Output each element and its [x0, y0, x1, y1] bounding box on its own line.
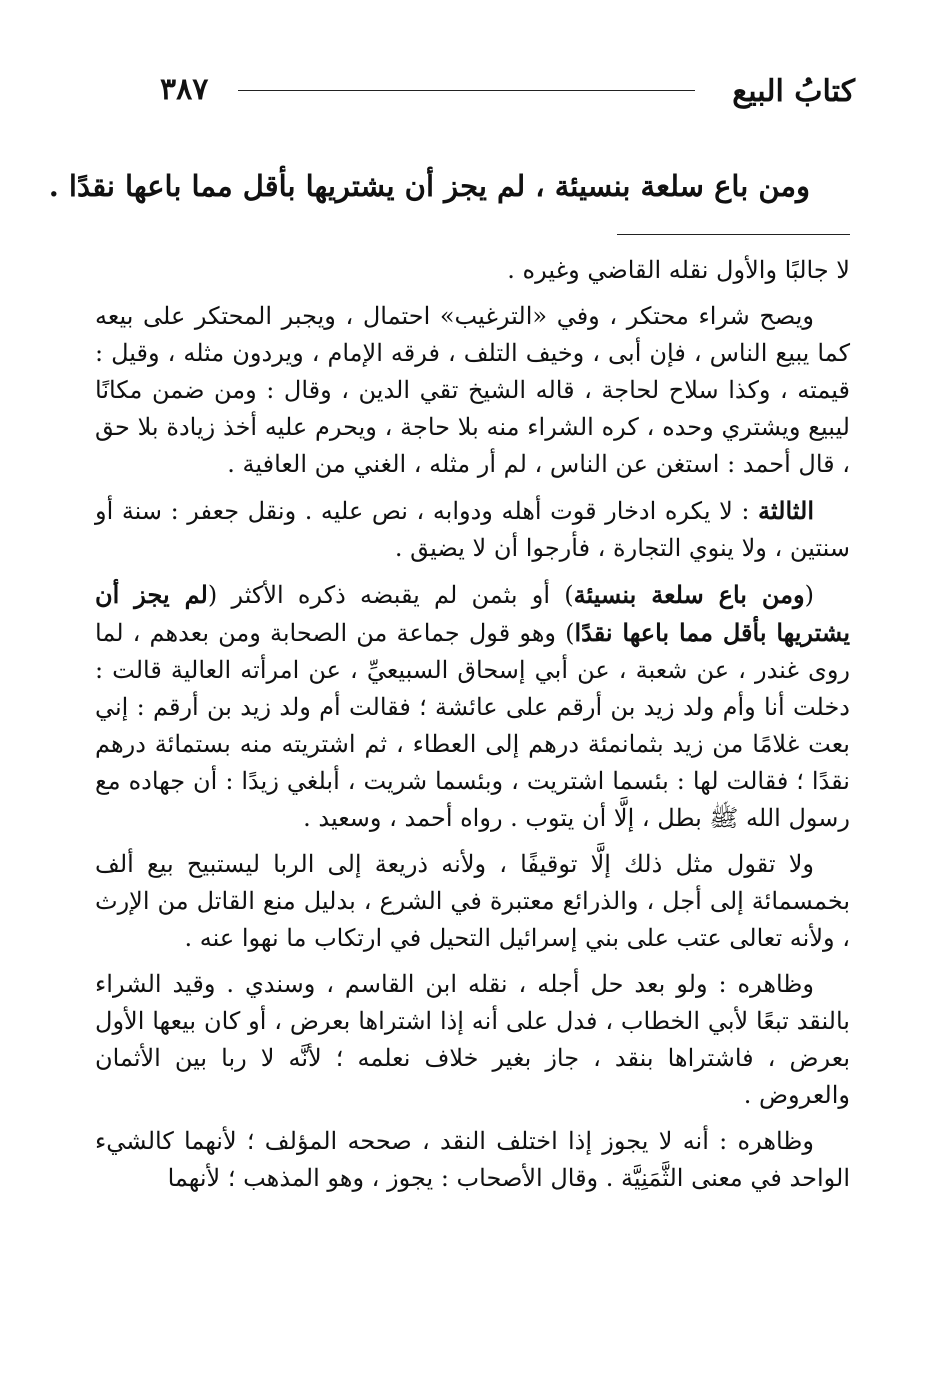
commentary-body: [95, 252, 850, 1206]
page-header: [160, 62, 855, 112]
paragraph-4: [95, 576, 850, 837]
main-text: ومن باع سلعة بنسيئة ، لم يجز أن يشتريها بأقل مما باعها نقدًا .: [48, 169, 810, 203]
paragraph-3: [95, 492, 850, 567]
paragraph-3-text: : لا يكره ادخار قوت أهله ودوابه ، نص عليه . ونقل جعفر : سنة أو سنتين ، ولا ينوي التجارة ، فأرجوا أن لا يضيق .: [95, 497, 850, 562]
paragraph-7: وظاهره : أنه لا يجوز إذا اختلف النقد ، صححه المؤلف ؛ لأنهما كالشيء الواحد في معنى الثَّمَنِيَّة . وقال الأصحاب : يجوز ، وهو المذهب ؛ لأنهما: [95, 1127, 850, 1192]
commentary-separator: [617, 234, 850, 235]
paragraph-5: ولا تقول مثل ذلك إلَّا توقيفًا ، ولأنه ذريعة إلى الربا ليستبيح بيع ألف بخمسمائة إلى أجل ، والذرائع معتبرة في الشرع ، بدليل منع القاتل من الإرث ، ولأنه تعالى عتب على بني إسرائيل التحيل في ارتكاب ما نهوا عنه .: [95, 850, 850, 952]
section-label: الثالثة: [758, 496, 814, 525]
paren-open: (: [804, 581, 814, 609]
header-rule: [238, 90, 695, 91]
quoted-matn-2: لم يجز أن يشتريها بأقل مما باعها نقدًا: [95, 580, 851, 647]
page-number: ٣٨٧: [160, 72, 209, 107]
quoted-matn-1: ومن باع سلعة بنسيئة: [573, 580, 805, 609]
paragraph-4-rest: ) وهو قول جماعة من الصحابة ومن بعدهم ، لما روى غندر ، عن شعبة ، عن أبي إسحاق السبيعيِّ ، عن امرأته العالية قالت : دخلت أنا وأم ولد زيد بن أرقم على عائشة ؛ فقالت أم ولد زيد بن أرقم : إني بعت غلامًا من زيد بثمانمئة درهم إلى العطاء ، ثم اشتريته منه بستمائة درهم نقدًا ؛ فقالت لها : بئسما اشتريت ، وبئسما شريت ، أبلغي زيدًا : أن جهاده مع رسول الله ﷺ بطل ، إلَّا أن يتوب . رواه أحمد ، وسعيد .: [95, 619, 851, 832]
paragraph-6: وظاهره : ولو بعد حل أجله ، نقله ابن القاسم ، وسندي . وقيد الشراء بالنقد تبعًا لأبي الخطاب ، فدل على أنه إذا اشتراها بعرض ، أو كان بيعها الأول بعرض ، فاشتراها بنقد ، جاز بغير خلاف نعلمه ؛ لأنَّه لا ربا بين الأثمان والعروض .: [95, 970, 850, 1109]
paragraph-1: لا جالبًا والأول نقله القاضي وغيره .: [507, 256, 850, 284]
paragraph-2: ويصح شراء محتكر ، وفي «الترغيب» احتمال ، ويجبر المحتكر على بيعه كما يبيع الناس ، فإن أبى ، وخيف التلف ، فرقه الإمام ، ويردون مثله ، وقيل : قيمته ، وكذا سلاح لحاجة ، قاله الشيخ تقي الدين ، وقال : ومن ضمن مكانًا ليبيع ويشتري وحده ، كره الشراء منه بلا حاجة ، ويحرم عليه أخذ زيادة بلا حق ، قال أحمد : استغن عن الناس ، لم أر مثله ، الغني من العافية .: [95, 302, 850, 478]
paragraph-4-mid: ) أو بثمن لم يقبضه ذكره الأكثر (: [207, 581, 574, 609]
chapter-title: كتابُ البيع: [732, 74, 855, 109]
